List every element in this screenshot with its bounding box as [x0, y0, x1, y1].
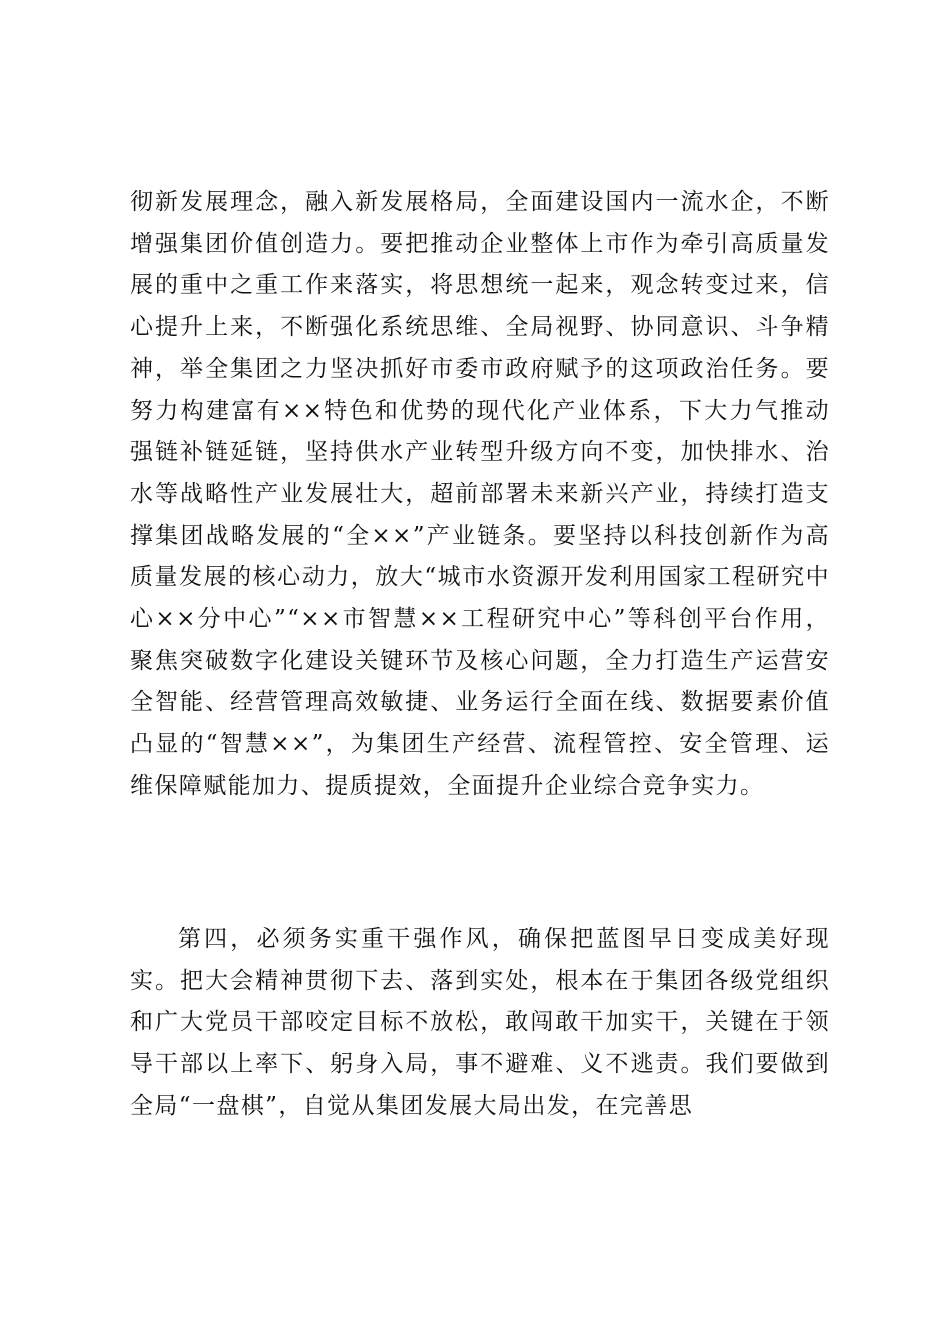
body-paragraph-2: 第四，必须务实重干强作风，确保把蓝图早日变成美好现实。把大会精神贯彻下去、落到实处，根本在于集团各级党组织和广大党员干部咬定目标不放松，敢闯敢干加实干，关键在于领导干部以上率下、躬身入局，事不避难、义不逃责。我们要做到全局“一盘棋”，自觉从集团发展大局出发，在完善思	[130, 926, 830, 1119]
body-paragraph-1: 彻新发展理念，融入新发展格局，全面建设国内一流水企，不断增强集团价值创造力。要把推动企业整体上市作为牵引高质量发展的重中之重工作来落实，将思想统一起来，观念转变过来，信心提升上来，不断强化系统思维、全局视野、协同意识、斗争精神，举全集团之力坚决抓好市委市政府赋予的这项政治任务。要努力构建富有××特色和优势的现代化产业体系，下大力气推动强链补链延链，坚持供水产业转型升级方向不变，加快排水、治水等战略性产业发展壮大，超前部署未来新兴产业，持续打造支撑集团战略发展的“全××”产业链条。要坚持以科技创新作为高质量发展的核心动力，放大“城市水资源开发利用国家工程研究中心××分中心”“××市智慧××工程研究中心”等科创平台作用，聚焦突破数字化建设关键环节及核心问题，全力打造生产运营安全智能、经营管理高效敏捷、业务运行全面在线、数据要素价值凸显的“智慧××”，为集团生产经营、流程管控、安全管理、运维保障赋能加力、提质提效，全面提升企业综合竞争实力。	[130, 189, 830, 799]
